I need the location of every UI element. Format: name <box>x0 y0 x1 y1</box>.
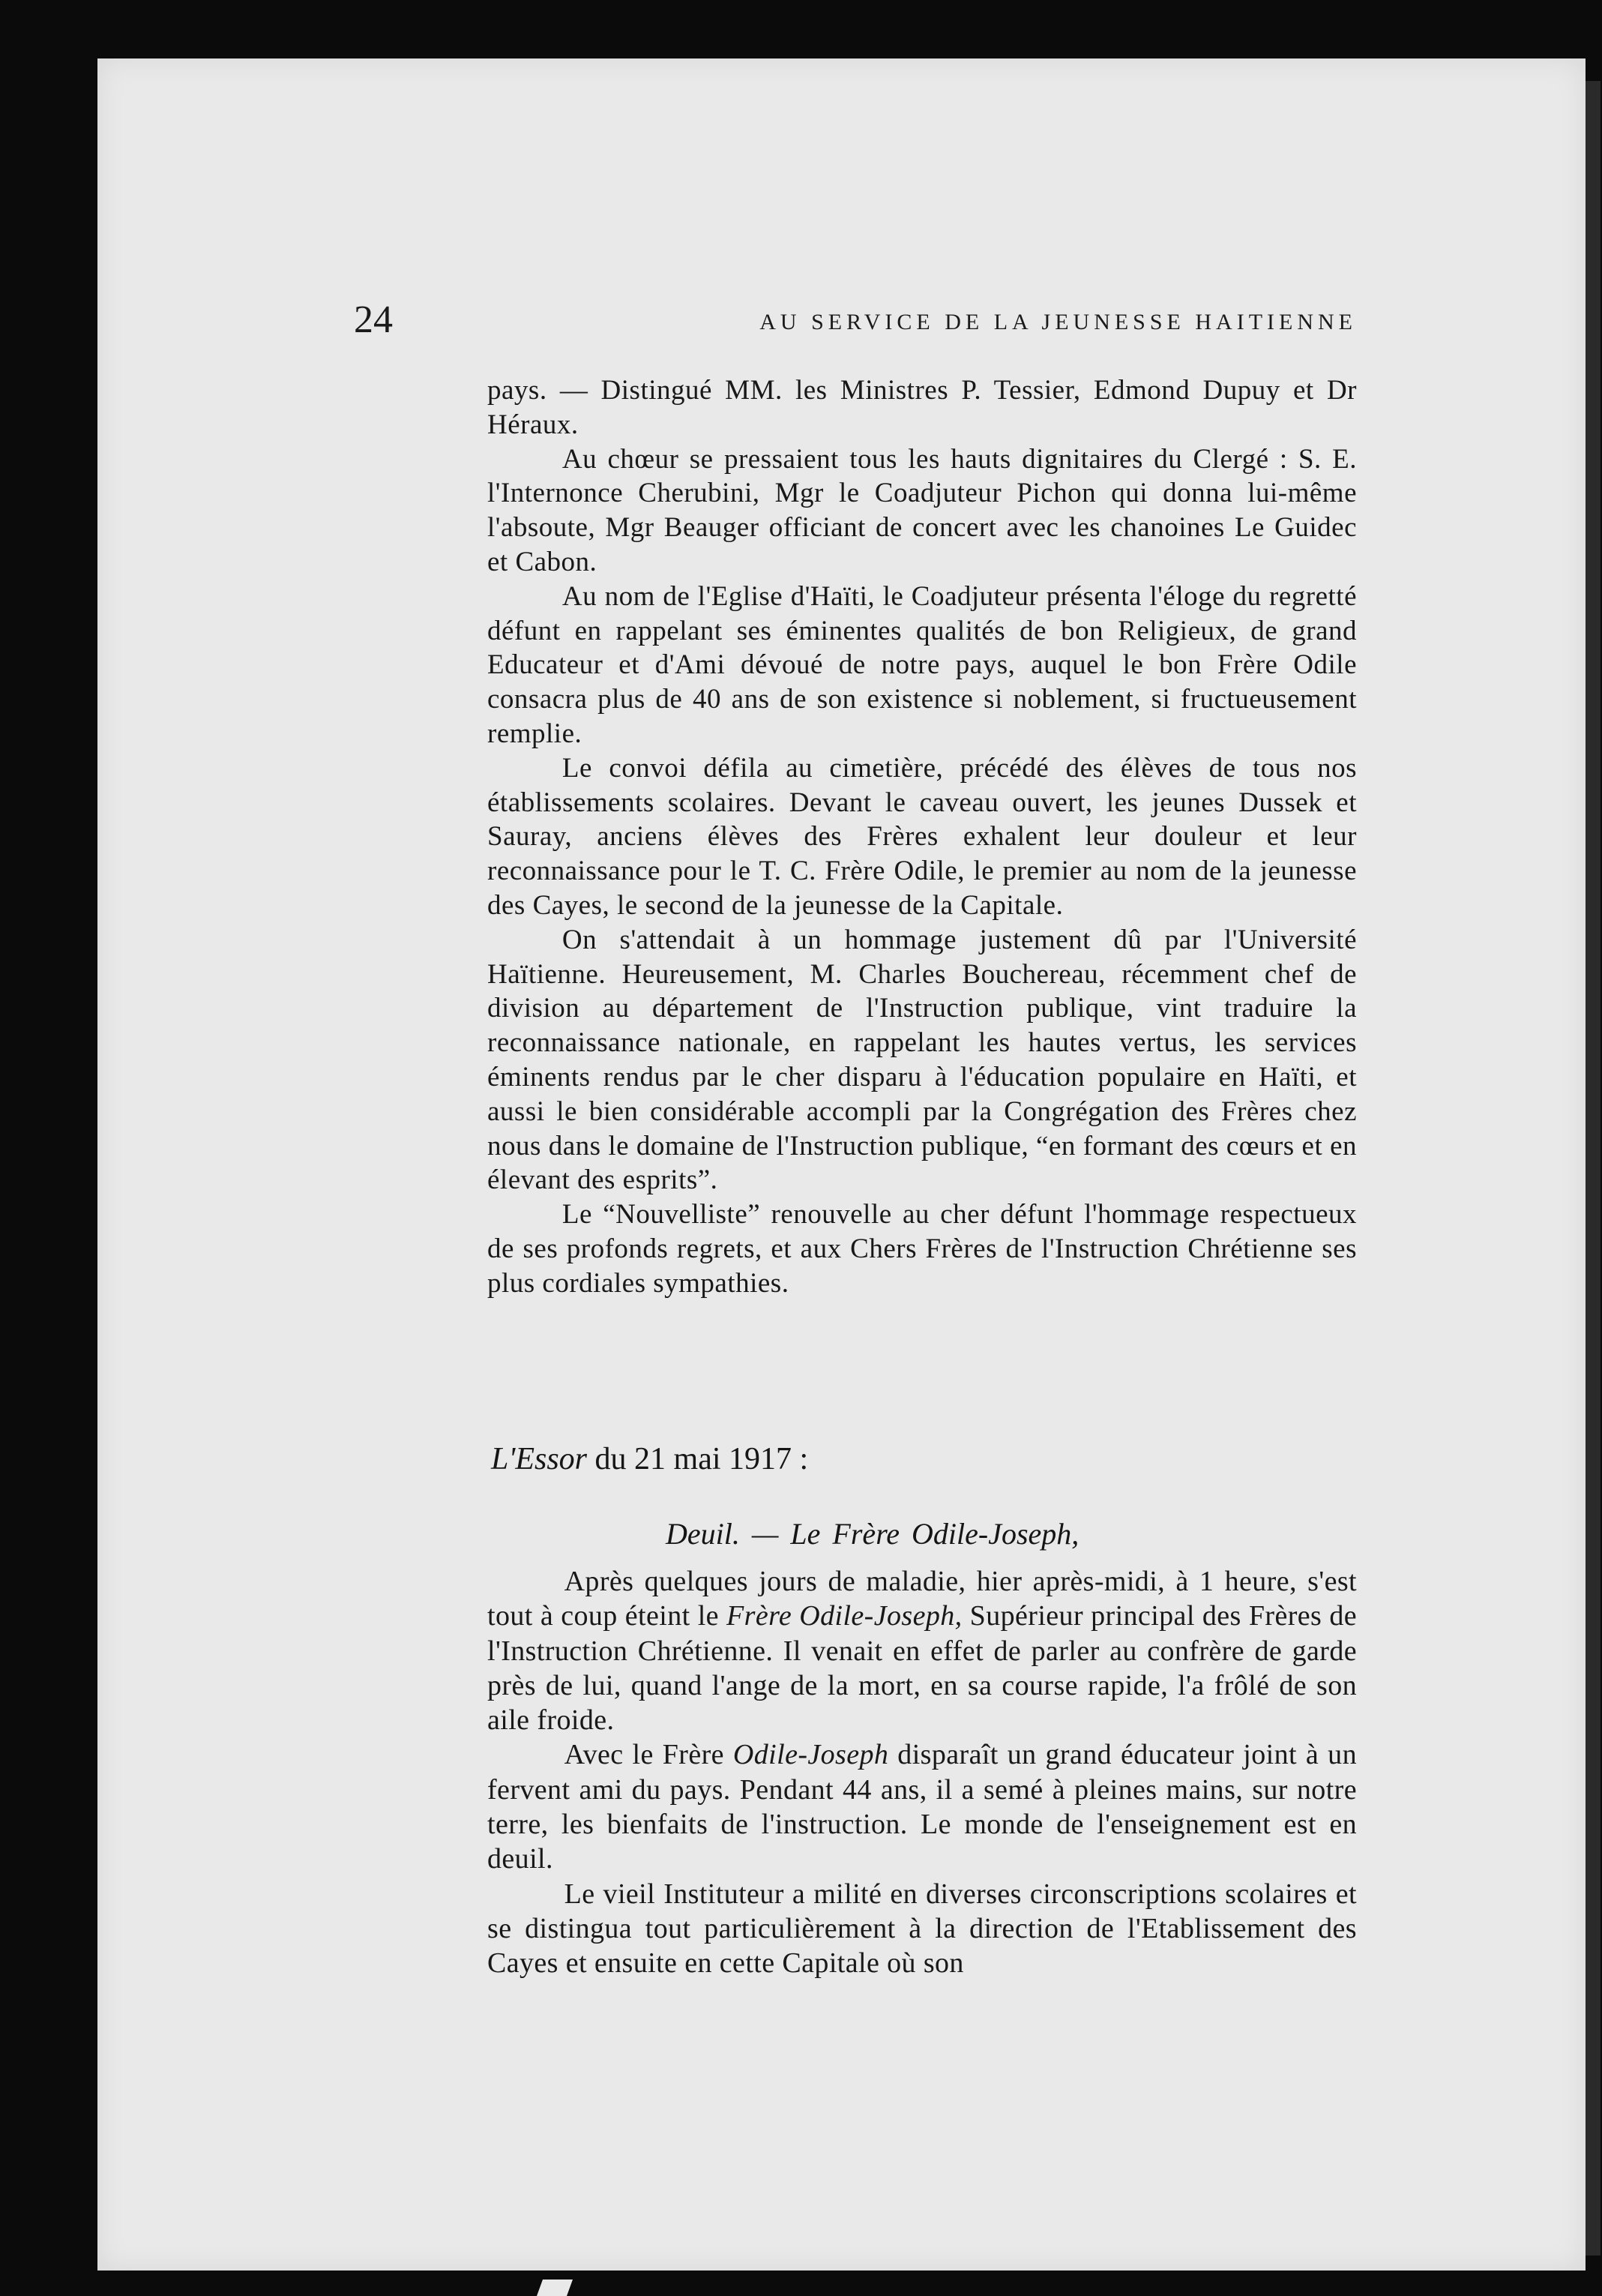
italic-name: Odile-Joseph <box>732 1739 889 1771</box>
italic-name: Frère Odile-Joseph, <box>726 1600 963 1632</box>
section-title <box>491 1438 808 1480</box>
page-header <box>354 294 1357 346</box>
article-subtitle: Deuil. — Le Frère Odile-Joseph, <box>666 1517 1079 1551</box>
paragraph: Le “Nouvelliste” renouvelle au cher défunt l'hommage respectueux de ses profonds regrets, et aux Chers Frères de l'Instruction Chrétienne ses plus cordiales sympathies. <box>487 1199 1357 1299</box>
text-run: Supérieur principal des Frères de l'Instruction Chrétienne. Il venait en effet de parler au confrère de garde près de lui, quand l'ange de la mort, en sa course rapide, l'a frôlé de son aile froide. <box>487 1600 1357 1737</box>
text-run: disparaît un grand éducateur joint à un fervent ami du pays. Pendant 44 ans, il a semé à pleines mains, sur notre terre, les bienfaits de l'instruction. Le monde de l'enseignement est en deuil. <box>487 1739 1357 1875</box>
paragraph: pays. — Distingué MM. les Ministres P. Tessier, Edmond Dupuy et Dr Héraux. <box>487 375 1357 440</box>
article-body <box>487 1564 1357 1981</box>
text-run: Avec le Frère <box>564 1739 733 1771</box>
section-date: du 21 mai 1917 : <box>587 1442 809 1476</box>
paragraph: Au nom de l'Eglise d'Haïti, le Coadjuteur présenta l'éloge du regretté défunt en rappelant ses éminentes qualités de bon Religieux, de grand Educateur et d'Ami dévoué de notre pays, auquel le bon Frère Odile consacra plus de 40 ans de son existence si noblement, si fructueusement remplie. <box>487 580 1357 749</box>
paragraph <box>487 1737 1357 1876</box>
text-run: Après quelques jours de maladie, hier après-midi, à 1 heure, s'est tout à coup éteint le <box>487 1566 1357 1632</box>
scan-artifact <box>537 2280 573 2296</box>
paragraph: Au chœur se pressaient tous les hauts dignitaires du Clergé : S. E. l'Internonce Cherubini, Mgr le Coadjuteur Pichon qui donna lui-même l'absoute, Mgr Beauger officiant de concert avec les chanoines Le Guidec et Cabon. <box>487 443 1357 577</box>
paragraph <box>487 1564 1357 1737</box>
page-number: 24 <box>354 298 393 341</box>
newspaper-name: L'Essor <box>491 1442 588 1476</box>
paragraph: Le vieil Instituteur a milité en diverses circonscriptions scolaires et se distingua tout particulièrement à la direction de l'Etablissement des Cayes et ensuite en cette Capitale où son <box>487 1878 1357 1980</box>
paragraph: Le convoi défila au cimetière, précédé des élèves de tous nos établissements scolaires. Devant le caveau ouvert, les jeunes Dussek et Sauray, anciens élèves des Frères exhalent leur douleur et leur reconnaissance pour le T. C. Frère Odile, le premier au nom de la jeunesse des Cayes, le second de la jeunesse de la Capitale. <box>487 752 1357 921</box>
running-head: AU SERVICE DE LA JEUNESSE HAITIENNE <box>759 310 1357 334</box>
paragraph: On s'attendait à un hommage justement dû par l'Université Haïtienne. Heureusement, M. Charles Bouchereau, récemment chef de division au département de l'Instruction publique, vint traduire la reconnaissance nationale, en rappelant les hautes vertus, les services éminents rendus par le cher disparu à l'éducation populaire en Haïti, et aussi le bien considérable accompli par la Congrégation des Frères chez nous dans le domaine de l'Instruction publique, “en formant des cœurs et en élevant des esprits”. <box>487 924 1357 1196</box>
page-edge-shadow <box>1586 81 1601 2256</box>
article-continuation <box>487 373 1357 1301</box>
